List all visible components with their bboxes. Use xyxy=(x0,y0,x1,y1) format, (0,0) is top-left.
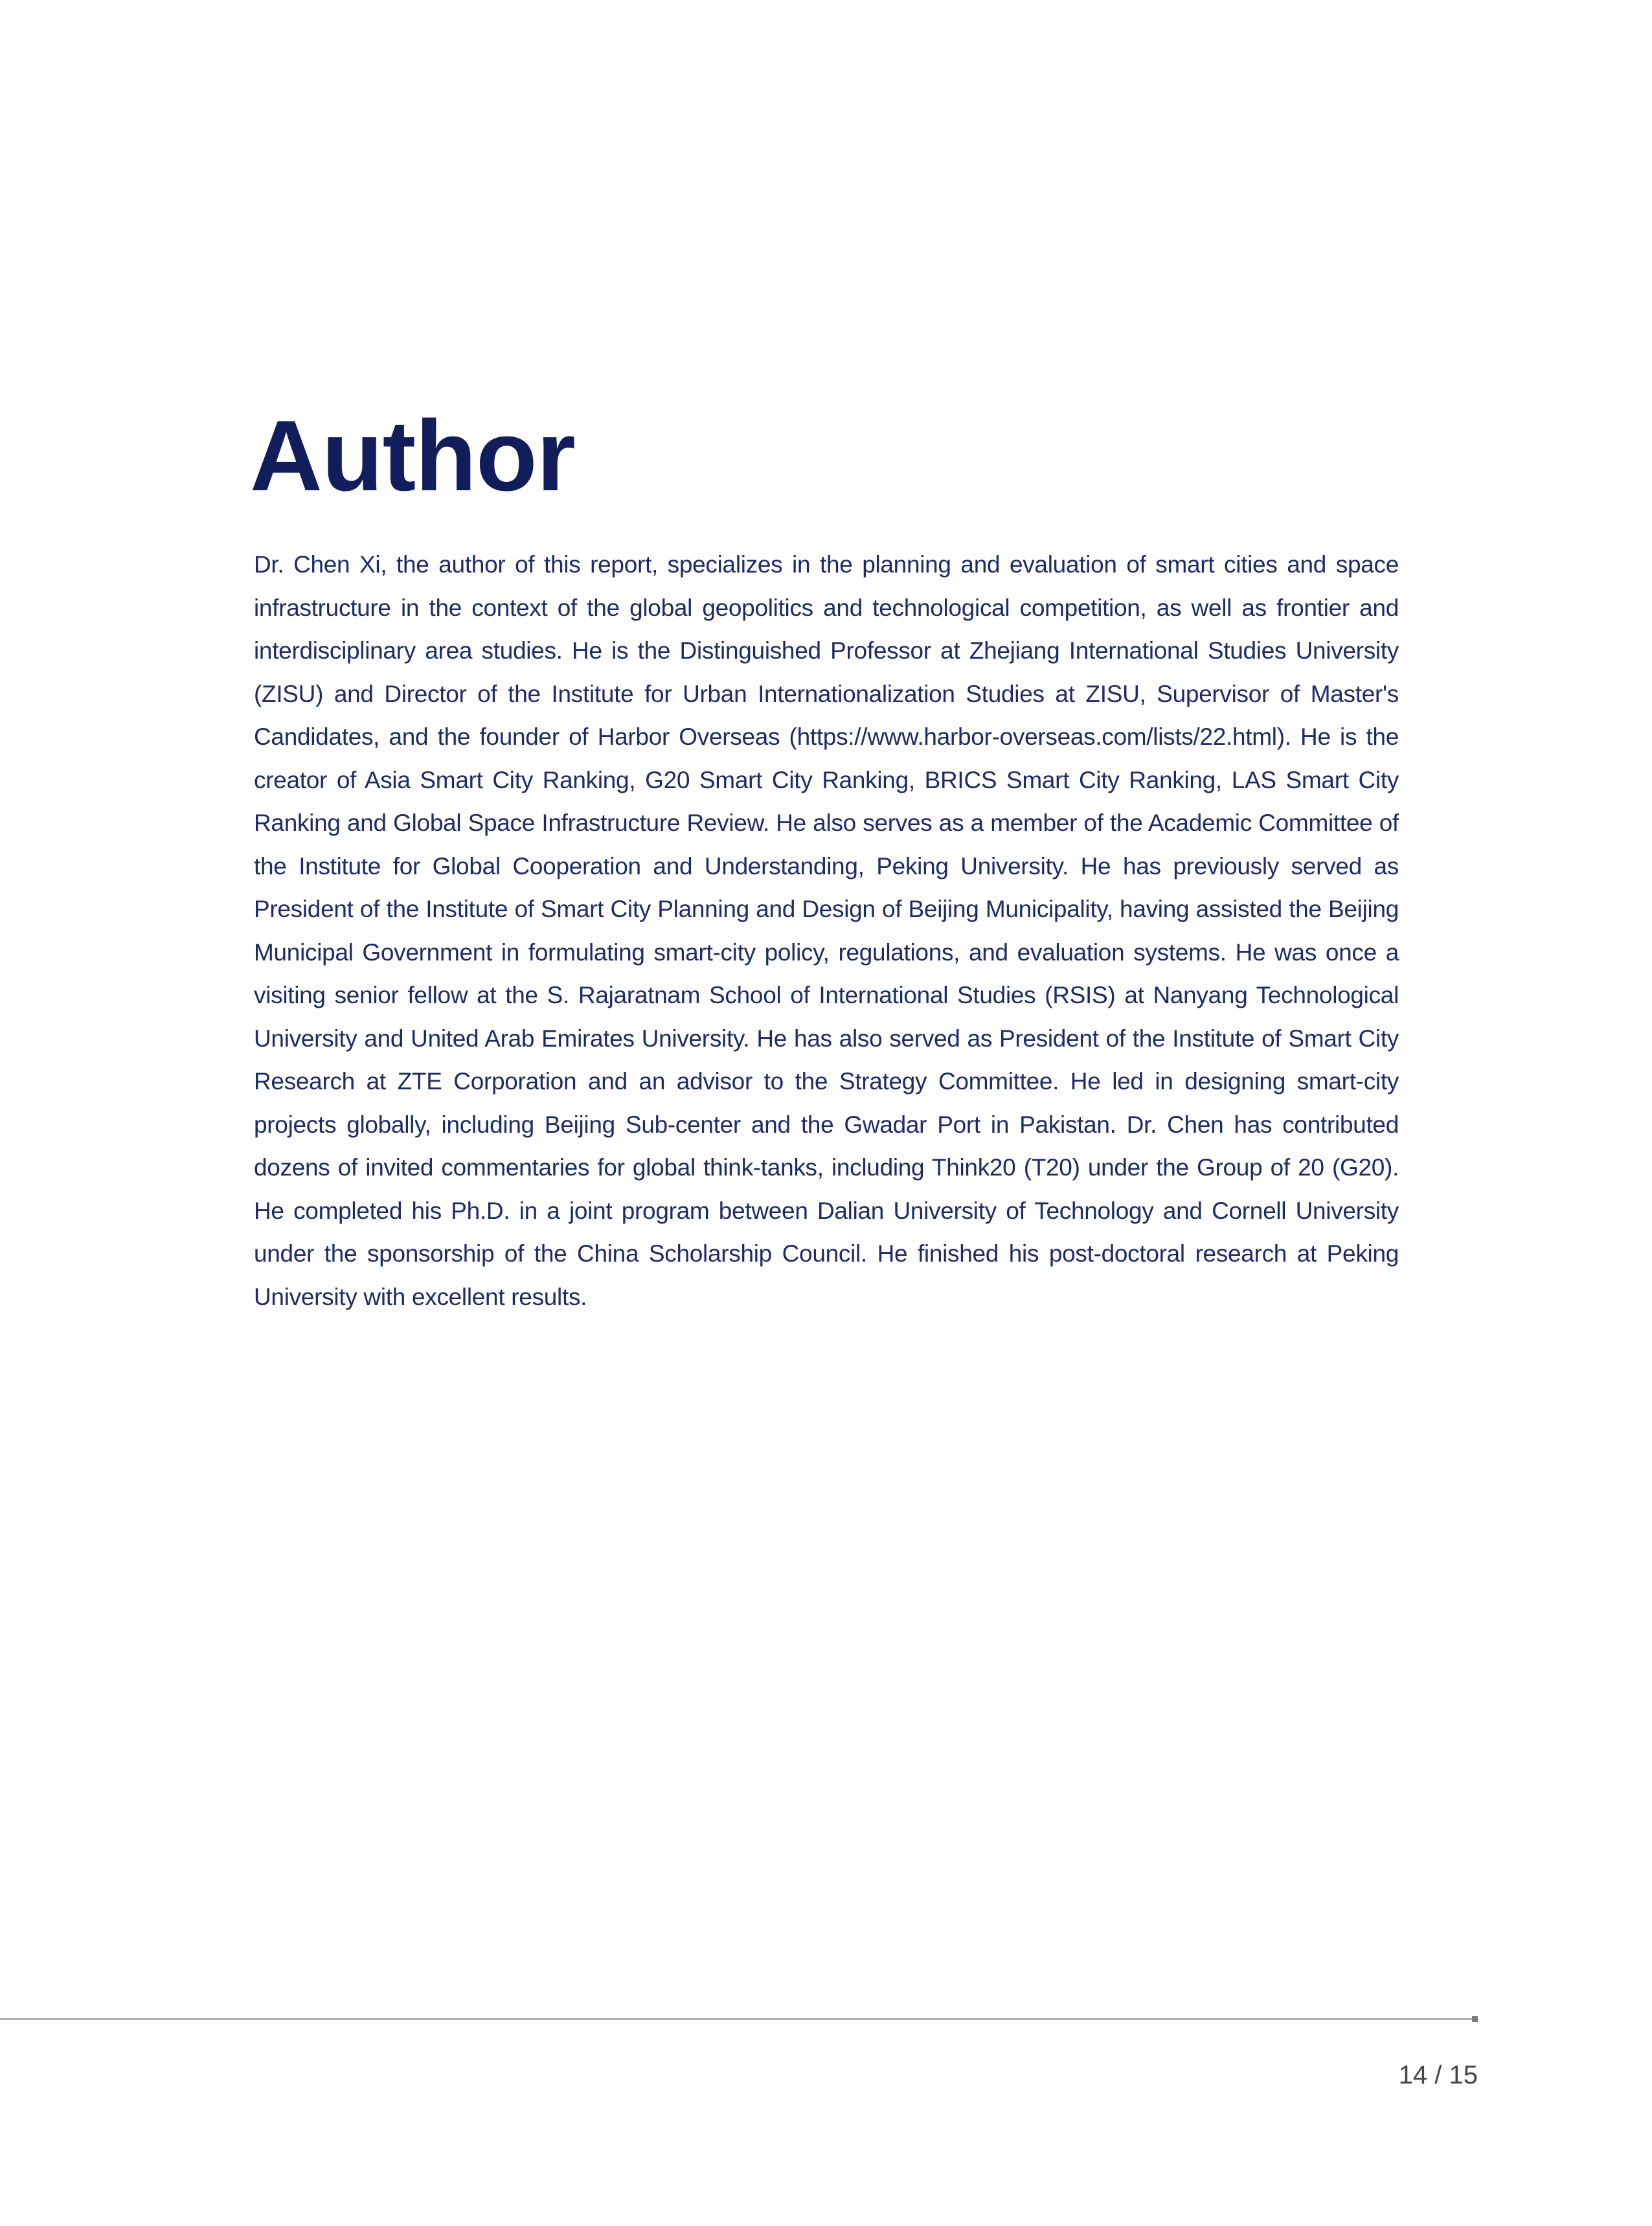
footer-divider xyxy=(0,2018,1478,2020)
author-bio-paragraph: Dr. Chen Xi, the author of this report, specializes in the planning and evaluation of smart cities and space infrastructure in the context of the global geopolitics and technological competition, as well as frontier and interdisciplinary area studies. He is the Distinguished Professor at Zhejiang International Studies University (ZISU) and Director of the Institute for Urban Internationalization Studies at ZISU, Supervisor of Master's Candidates, and the founder of Harbor Overseas (https://www.harbor-overseas.com/lists/22.html). He is the creator of Asia Smart City Ranking, G20 Smart City Ranking, BRICS Smart City Ranking, LAS Smart City Ranking and Global Space Infrastructure Review. He also serves as a member of the Academic Committee of the Institute for Global Cooperation and Understanding, Peking University. He has previously served as President of the Institute of Smart City Planning and Design of Beijing Municipality, having assisted the Beijing Municipal Government in formulating smart-city policy, regulations, and evaluation systems. He was once a visiting senior fellow at the S. Rajaratnam School of International Studies (RSIS) at Nanyang Technological University and United Arab Emirates University. He has also served as President of the Institute of Smart City Research at ZTE Corporation and an advisor to the Strategy Committee. He led in designing smart-city projects globally, including Beijing Sub-center and the Gwadar Port in Pakistan. Dr. Chen has contributed dozens of invited commentaries for global think-tanks, including Think20 (T20) under the Group of 20 (G20). He completed his Ph.D. in a joint program between Dalian University of Technology and Cornell University under the sponsorship of the China Scholarship Council. He finished his post-doctoral research at Peking University with excellent results. xyxy=(254,551,1399,1310)
footer-rule-end-dot xyxy=(1472,2016,1478,2022)
page-number: 14 / 15 xyxy=(1398,2061,1478,2089)
page-title: Author xyxy=(250,400,575,512)
